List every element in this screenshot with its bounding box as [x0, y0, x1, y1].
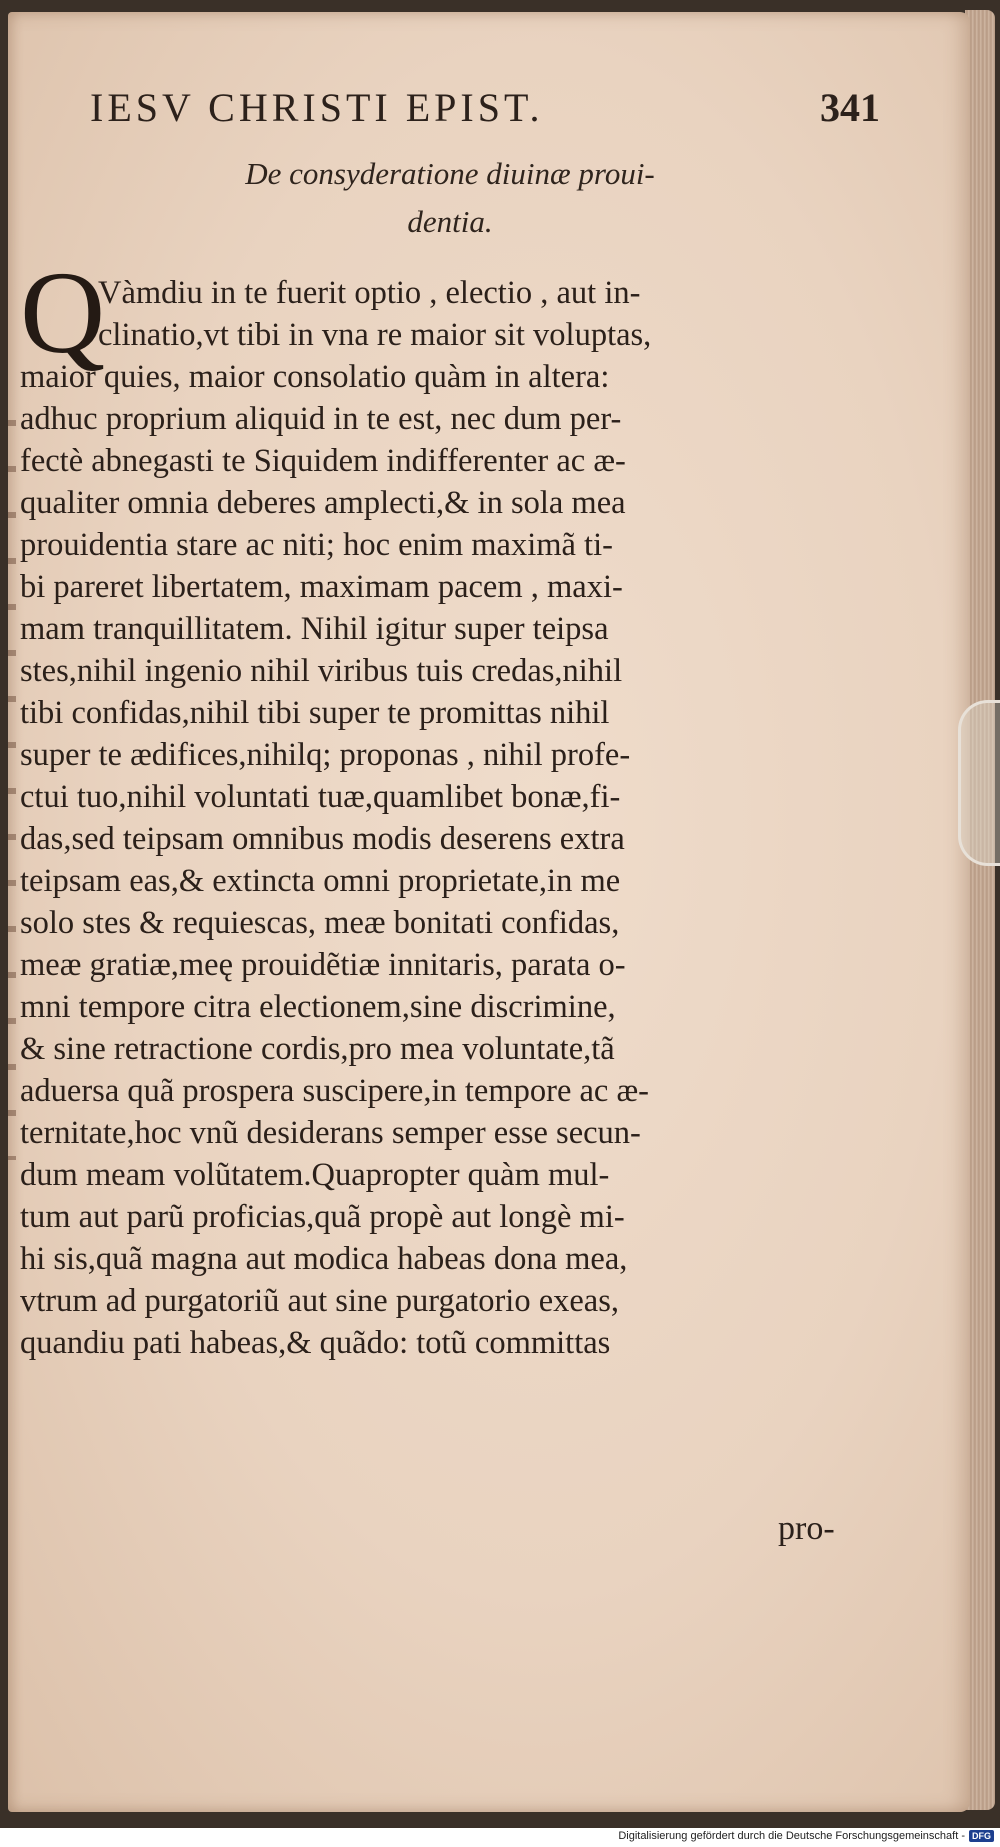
text-line: stes,nihil ingenio nihil viribus tuis credas,nihil — [20, 653, 623, 689]
text-line: Vàmdiu in te fuerit optio , electio , aut in- — [98, 275, 641, 311]
text-line: & sine retractione cordis,pro mea voluntate,tã — [20, 1031, 615, 1067]
text-line: tibi confidas,nihil tibi super te promittas nihil — [20, 695, 610, 731]
credit-text: Digitalisierung gefördert durch die Deutsche Forschungsgemeinschaft - — [618, 1830, 965, 1842]
text-line: tum aut parũ proficias,quã propè aut longè mi- — [20, 1199, 625, 1235]
text-line: dum meam volũtatem.Quapropter quàm mul- — [20, 1157, 610, 1193]
digitization-credit — [618, 1830, 994, 1842]
text-line: quandiu pati habeas,& quãdo: totũ committas — [20, 1325, 611, 1361]
text-line: teipsam eas,& extincta omni proprietate,in me — [20, 863, 621, 899]
section-title — [150, 150, 750, 246]
gutter-marks — [8, 380, 16, 1160]
text-line: bi pareret libertatem, maximam pacem , maxi- — [20, 569, 623, 605]
text-line: vtrum ad purgatoriũ aut sine purgatorio exeas, — [20, 1283, 619, 1319]
text-line: aduersa quã prospera suscipere,in tempore ac æ- — [20, 1073, 649, 1109]
text-line: meæ gratiæ,meę prouidẽtiæ innitaris, parata o- — [20, 947, 626, 983]
page-header — [90, 84, 880, 134]
text-line: super te ædifices,nihilq; proponas , nihil profe- — [20, 737, 631, 773]
running-head: IESV CHRISTI EPIST. — [90, 85, 544, 130]
text-line: qualiter omnia deberes amplecti,& in sola mea — [20, 485, 626, 521]
text-line: mam tranquillitatem. Nihil igitur super teipsa — [20, 611, 609, 647]
body-text — [20, 272, 860, 1364]
dfg-logo: DFG — [969, 1830, 994, 1842]
text-line: das,sed teipsam omnibus modis deserens extra — [20, 821, 625, 857]
text-line: prouidentia stare ac niti; hoc enim maximã ti- — [20, 527, 613, 563]
catchword: pro- — [778, 1510, 835, 1547]
drop-cap: Q — [20, 247, 106, 378]
section-title-line-1: De consyderatione diuinæ proui- — [245, 156, 655, 191]
text-line: mni tempore citra electionem,sine discrimine, — [20, 989, 616, 1025]
text-line: fectè abnegasti te Siquidem indifferenter ac æ- — [20, 443, 626, 479]
text-line: maior quies, maior consolatio quàm in altera: — [20, 359, 610, 395]
text-line: adhuc proprium aliquid in te est, nec dum per- — [20, 401, 622, 437]
text-line: hi sis,quã magna aut modica habeas dona mea, — [20, 1241, 628, 1277]
text-line: ctui tuo,nihil voluntati tuæ,quamlibet bonæ,fi- — [20, 779, 621, 815]
page-clip — [958, 700, 1000, 866]
text-line: clinatio,vt tibi in vna re maior sit voluptas, — [98, 317, 652, 353]
page-number: 341 — [820, 85, 880, 130]
section-title-line-2: dentia. — [407, 204, 493, 239]
text-line: solo stes & requiescas, meæ bonitati confidas, — [20, 905, 620, 941]
text-line: ternitate,hoc vnũ desiderans semper esse secun- — [20, 1115, 641, 1151]
